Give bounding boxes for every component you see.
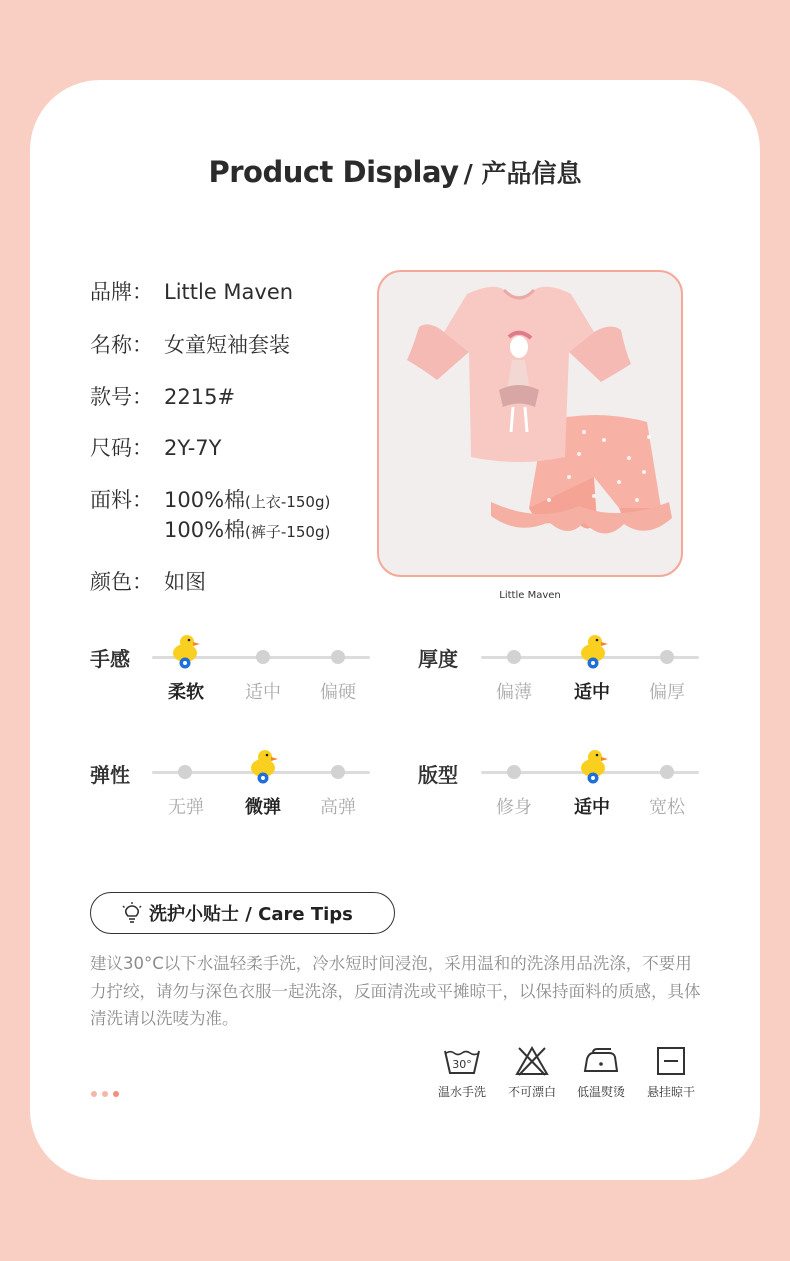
care-tips-label: 洗护小贴士 / Care Tips [149,904,353,925]
attr-option: 偏薄 [496,682,532,703]
info-row-brand [90,276,293,306]
duck-marker-icon [575,632,611,670]
info-key: 尺码： [90,436,153,460]
decorative-dots [91,1091,119,1097]
attr-option: 适中 [245,682,281,703]
info-note: (上衣-150g) [245,493,331,511]
care-item-label: 悬挂晾干 [646,1085,695,1099]
product-photo [377,270,683,577]
info-value: 100%棉 [164,488,246,512]
attr-dot [507,650,521,664]
product-illustration [379,272,683,577]
care-item-wash [427,1045,497,1100]
lightbulb-icon [121,902,143,924]
duck-marker-icon [245,747,281,785]
photo-caption: Little Maven [499,590,561,601]
attr-dot [178,765,192,779]
attr-label-feel: 手感 [90,647,130,671]
duck-marker-icon [167,632,203,670]
info-row-name [90,329,290,359]
info-row-size [90,432,221,462]
info-key: 颜色： [90,570,153,594]
attr-label-fit: 版型 [418,763,458,787]
info-row-fabric-2 [164,514,330,544]
attr-option: 偏硬 [320,682,356,703]
attr-label-thickness: 厚度 [418,647,458,671]
info-value: 女童短袖套装 [164,333,290,357]
attr-label-elasticity: 弹性 [90,763,130,787]
info-value: Little Maven [164,280,294,304]
info-row-color [90,566,206,596]
attr-dot [331,650,345,664]
attr-option: 无弹 [168,797,204,818]
attr-dot [660,650,674,664]
info-key: 面料： [90,488,153,512]
info-value: 2215# [164,385,236,409]
attr-dot [256,650,270,664]
wash-30-icon [442,1045,482,1077]
attr-option: 柔软 [168,682,204,703]
page-title [0,154,790,190]
title-en: Product Display [208,155,459,189]
attr-option: 适中 [574,797,610,818]
care-tips-text: 建议30°C以下水温轻柔手洗，冷水短时间浸泡，采用温和的洗涤用品洗涤，不要用力拧绞，请勿与深色衣服一起洗涤，反面清洗或平摊晾干，以保持面料的质感，具体清洗请以洗唛为准。 [90,954,701,1028]
care-item-bleach [497,1045,567,1100]
care-item-iron [566,1045,636,1100]
info-key: 款号： [90,385,153,409]
info-note: (裤子-150g) [245,523,331,541]
care-item-label: 不可漂白 [507,1085,556,1099]
attr-option: 宽松 [649,797,685,818]
info-value: 100%棉 [164,518,246,542]
attr-option: 微弹 [245,797,281,818]
care-tips-pill [90,892,395,934]
care-item-dry [636,1045,706,1100]
attr-dot [331,765,345,779]
care-item-label: 温水手洗 [437,1085,486,1099]
info-row-style-no [90,381,235,411]
attr-option: 修身 [496,797,532,818]
care-item-label: 低温熨烫 [576,1085,625,1099]
title-cn: / 产品信息 [463,159,582,188]
info-value: 如图 [164,570,206,594]
low-iron-icon [581,1045,621,1077]
attr-dot [507,765,521,779]
info-value: 2Y-7Y [164,436,222,460]
attr-dot [660,765,674,779]
attr-option: 适中 [574,682,610,703]
wash-temp-text: 30° [452,1058,472,1071]
attr-option: 偏厚 [649,682,685,703]
hang-dry-icon [655,1045,687,1077]
duck-marker-icon [575,747,611,785]
info-row-fabric [90,484,330,514]
info-key: 名称： [90,333,153,357]
info-key: 品牌： [90,280,153,304]
no-bleach-icon [514,1045,550,1077]
attr-option: 高弹 [320,797,356,818]
